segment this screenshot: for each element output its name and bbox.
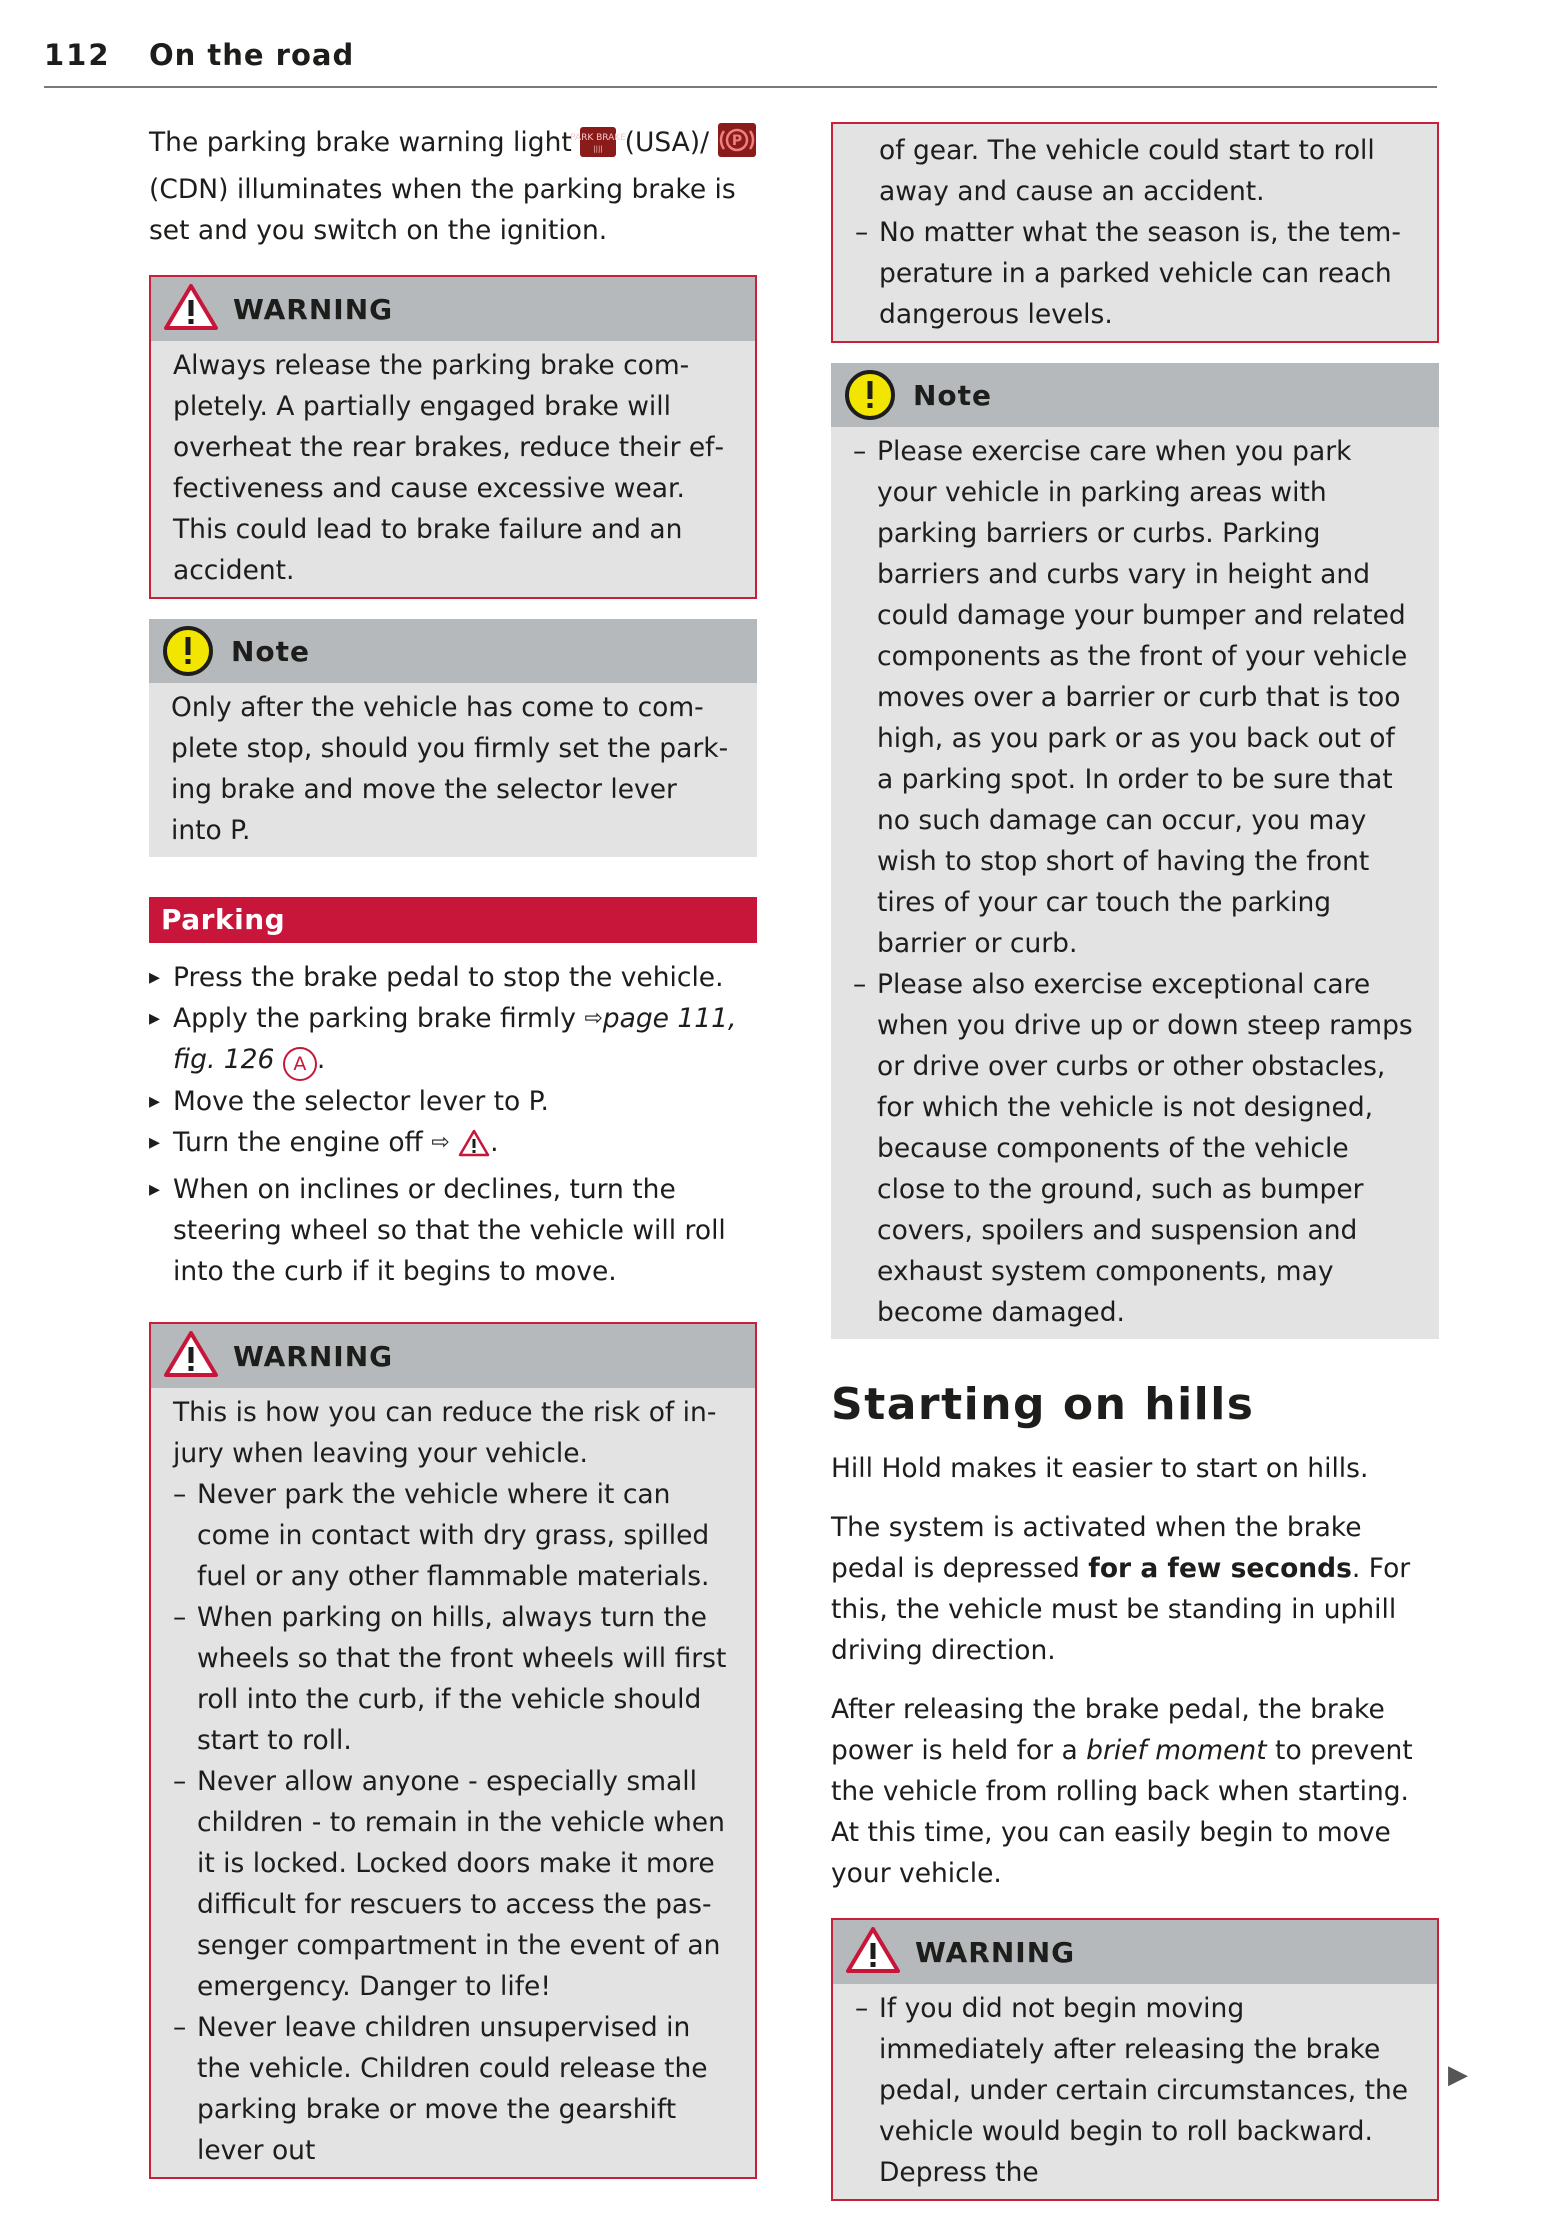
warning-text: Always release the parking brake completely. A partially engaged brake will overheat the rear brakes, reduce their effectiveness and cause excessive wear. This could lead to brake failure and an accident. <box>173 350 725 586</box>
step-item: ▸ Apply the parking brake firmly ⇨page 111, fig. 126 A . <box>149 998 757 1081</box>
warning-body <box>833 1984 1437 2199</box>
warning-body <box>151 1388 755 2177</box>
intro-text-2: (CDN) illuminates when the parking brake is set and you switch on the ignition. <box>149 174 736 246</box>
step-item: ▸ When on inclines or declines, turn the steering wheel so that the vehicle will roll into the curb if it begins to move. <box>149 1169 757 1292</box>
svg-text:||||: |||| <box>593 145 603 153</box>
hill-hold-release <box>831 1689 1439 1894</box>
right-column <box>831 122 1439 2221</box>
svg-text:P: P <box>731 133 742 149</box>
warning-list-item: – Never allow anyone - especially small children - to remain in the vehicle when it is locked. Locked doors make it more difficult for rescuers to access the passenger compartment in the event of an emergency. Danger to life! <box>173 1761 733 2007</box>
park-brake-warning-icon <box>570 127 627 169</box>
cross-reference-arrow-icon: ⇨ <box>584 1006 603 1031</box>
hill-hold-activation <box>831 1507 1439 1671</box>
warning-list-item: – If you did not begin moving immediately after releasing the brake pedal, under certain circumstances, the vehicle would begin to roll backward. Depress the <box>855 1988 1415 2193</box>
emphasis-text: for a few seconds <box>1088 1553 1352 1584</box>
step-item: ▸ Move the selector lever to P. <box>149 1081 757 1122</box>
warning-triangle-icon <box>163 1329 219 1383</box>
warning-list-item: – Never leave children unsupervised in the vehicle. Children could release the parking brake or move the gearshift lever out <box>173 2007 733 2171</box>
warning-box-continued <box>831 122 1439 343</box>
paragraph-text: After releasing the brake pedal, the brake power is held for a <box>831 1694 1385 1766</box>
warning-triangle-icon <box>163 282 219 336</box>
warning-triangle-icon <box>845 1925 901 1979</box>
warning-continued-text: of gear. The vehicle could start to roll away and cause an accident. <box>879 135 1375 207</box>
warning-list-item: – No matter what the season is, the temperature in a parked vehicle can reach dangerous levels. <box>855 212 1415 335</box>
warning-list-item: – Never park the vehicle where it can come in contact with dry grass, spilled fuel or any other flammable materials. <box>173 1474 733 1597</box>
continue-next-page-arrow-icon[interactable]: ▶ <box>1448 2060 1468 2090</box>
warning-list-item: – When parking on hills, always turn the wheels so that the front wheels will first roll into the curb, if the vehicle should start to roll. <box>173 1597 733 1761</box>
emphasis-text: brief moment <box>1086 1735 1267 1766</box>
note-box-parking-brake <box>149 619 757 857</box>
chapter-title: On the road <box>149 38 355 72</box>
section-heading-starting-on-hills: Starting on hills <box>831 1379 1255 1430</box>
warning-box-leaving-vehicle <box>149 1322 757 2179</box>
cross-reference-arrow-icon: ⇨ <box>431 1130 450 1155</box>
note-body <box>149 683 757 857</box>
hill-hold-intro: Hill Hold makes it easier to start on hills. <box>831 1453 1369 1484</box>
cdn-parking-brake-icon <box>718 123 756 169</box>
warning-header <box>833 1920 1437 1984</box>
warning-title: WARNING <box>915 1935 1076 1969</box>
note-header <box>149 619 757 683</box>
note-header <box>831 363 1439 427</box>
warning-intro: This is how you can reduce the risk of injury when leaving your vehicle. <box>173 1397 717 1469</box>
note-body <box>831 427 1439 1339</box>
figure-callout-a: A <box>283 1047 317 1081</box>
warning-header <box>151 277 755 341</box>
warning-title: WARNING <box>233 1339 394 1373</box>
step-text: Turn the engine off <box>173 1127 432 1158</box>
note-box-parking-barriers <box>831 363 1439 1339</box>
page-reference-link[interactable]: page 111, fig. 126 <box>173 1003 737 1075</box>
note-title: Note <box>231 634 311 668</box>
step-text: Apply the parking brake firmly <box>173 1003 585 1034</box>
section-heading-parking: Parking <box>149 897 757 943</box>
page-number: 112 <box>44 38 111 72</box>
parking-steps <box>149 957 757 1292</box>
warning-reference-icon[interactable] <box>458 1128 490 1169</box>
paragraph-text: The system is activated when the brake pedal is depressed <box>831 1512 1362 1584</box>
left-column <box>149 122 757 2199</box>
note-exclamation-icon <box>843 368 899 422</box>
warning-box-hill-hold <box>831 1918 1439 2201</box>
note-list-item: – Please exercise care when you park your vehicle in parking areas with parking barriers or curbs. Parking barriers and curbs vary in height and could damage your bumper and related components as the front of your vehicle moves over a barrier or curb that is too high, as you park or as you back out of a parking spot. In order to be sure that no such damage can occur, you may wish to stop short of having the front tires of your car touch the parking barrier or curb. <box>853 431 1417 964</box>
page-header <box>44 38 1437 88</box>
intro-text-1: The parking brake warning light <box>149 127 581 158</box>
note-list-item: – Please also exercise exceptional care when you drive up or down steep ramps or drive over curbs or other obstacles, for which the vehicle is not designed, because components of the vehicle close to the ground, such as bumper covers, spoilers and suspension and exhaust system components, may become damaged. <box>853 964 1417 1333</box>
intro-text-usa: (USA)/ <box>616 127 718 158</box>
warning-body <box>833 124 1437 341</box>
paragraph-text: . For this, the vehicle must be standing in uphill driving direction. <box>831 1553 1411 1666</box>
step-item: ▸ Press the brake pedal to stop the vehicle. <box>149 957 757 998</box>
warning-title: WARNING <box>233 292 394 326</box>
warning-box-parking-brake <box>149 275 757 599</box>
warning-body <box>151 341 755 597</box>
paragraph-text: to prevent the vehicle from rolling back when starting. At this time, you can easily begin to move your vehicle. <box>831 1735 1413 1889</box>
warning-header <box>151 1324 755 1388</box>
intro-paragraph <box>149 122 757 251</box>
note-title: Note <box>913 378 993 412</box>
note-exclamation-icon <box>161 624 217 678</box>
svg-text:PARK BRAKE: PARK BRAKE <box>570 133 627 143</box>
step-item: ▸ Turn the engine off ⇨ . <box>149 1122 757 1169</box>
note-text: Only after the vehicle has come to complete stop, should you firmly set the parking brake and move the selector lever into P. <box>171 692 729 846</box>
